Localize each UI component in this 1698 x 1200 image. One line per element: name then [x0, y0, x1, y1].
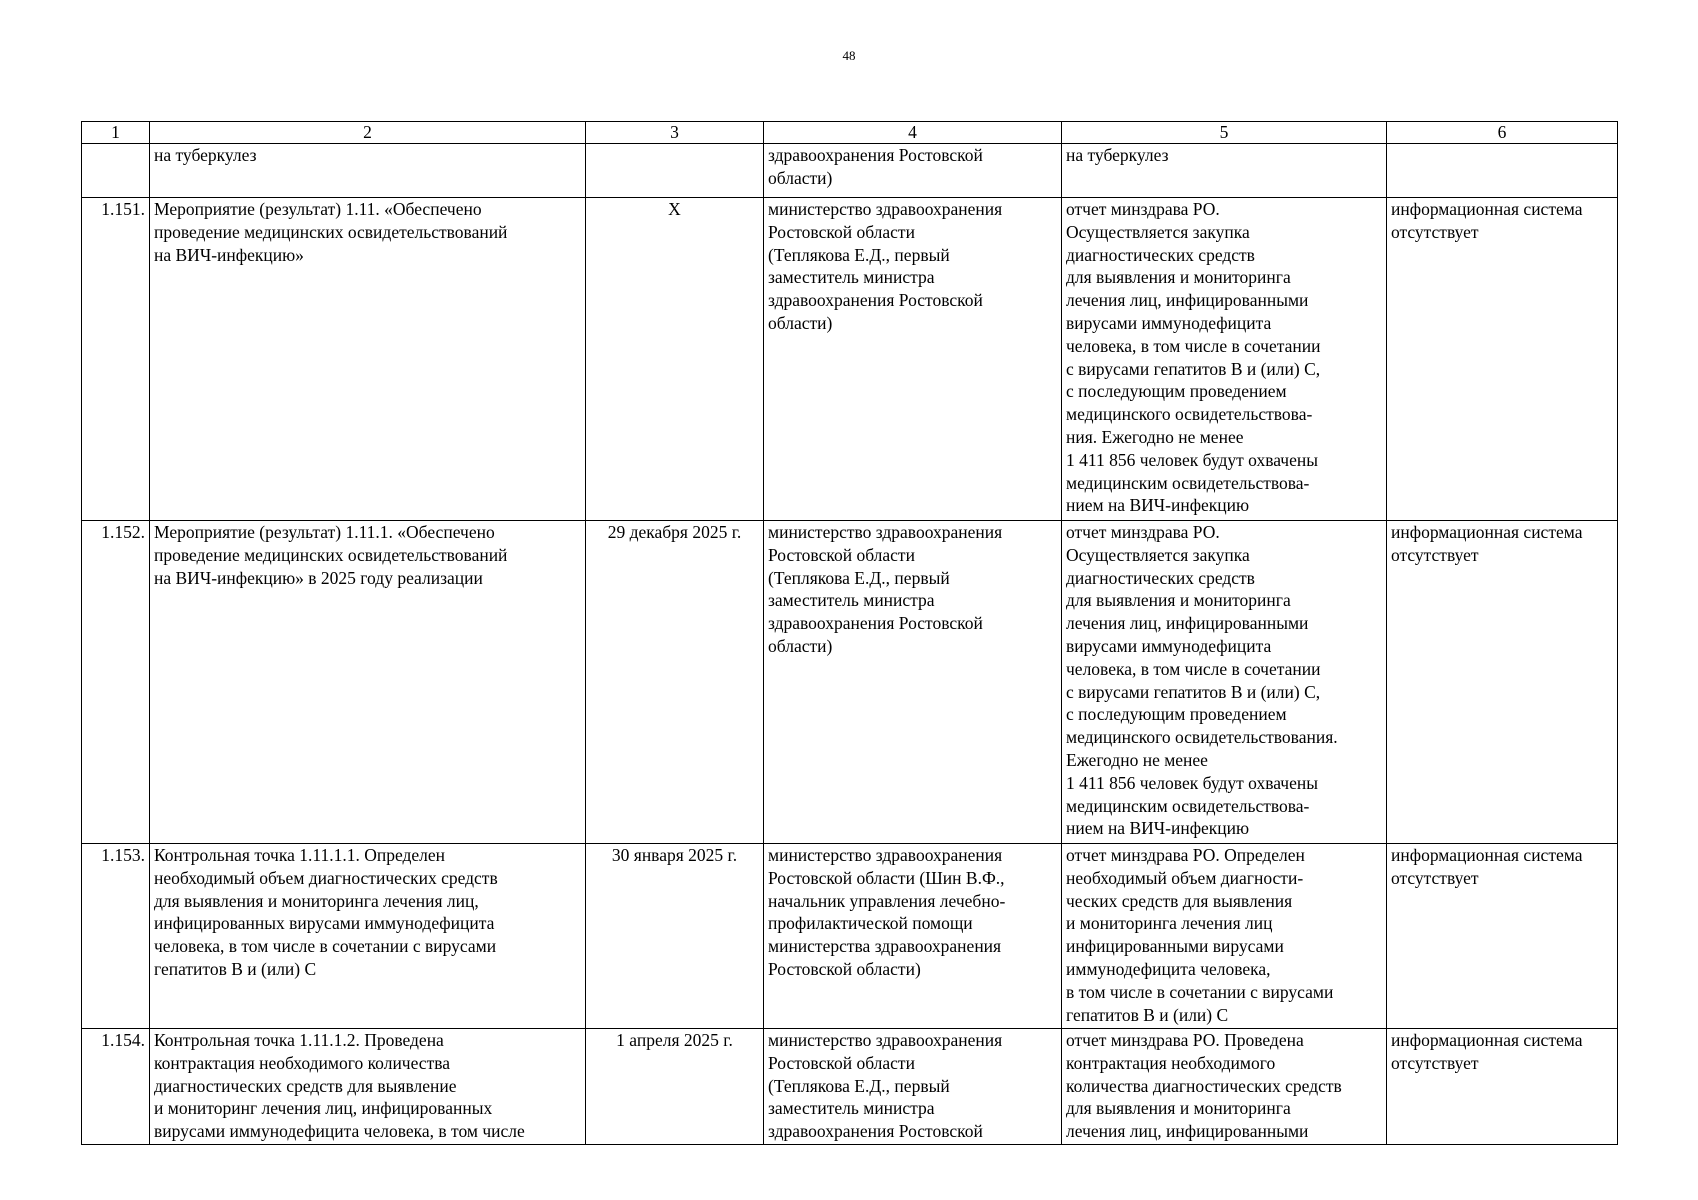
confirming-document: отчет минздрава РО. Проведена контрактация необходимого количества диагностических средств для выявления и мониторинга лечения лиц, инфицированными: [1062, 1029, 1387, 1145]
information-system: информационная система отсутствует: [1387, 1029, 1618, 1145]
activity-name: Мероприятие (результат) 1.11.1. «Обеспечено проведение медицинских освидетельствований на ВИЧ-инфекцию» в 2025 году реализации: [150, 521, 586, 844]
table-row: [82, 521, 1618, 844]
responsible-executor: министерство здравоохранения Ростовской области (Шин В.Ф., начальник управления лечебно- профилактической помощи министерства здравоохранения Ростовской области): [764, 844, 1062, 1029]
table-row: [82, 198, 1618, 521]
activity-name: Контрольная точка 1.11.1.2. Проведена контрактация необходимого количества диагностических средств для выявление и мониторинг лечения лиц, инфицированных вирусами иммунодефицита человека, в том числе: [150, 1029, 586, 1145]
activity-name: на туберкулез: [150, 144, 586, 198]
deadline-date: 29 декабря 2025 г.: [586, 521, 764, 844]
activities-table: [81, 121, 1618, 1145]
column-number-row: [82, 122, 1618, 144]
table-row: [82, 844, 1618, 1029]
responsible-executor: министерство здравоохранения Ростовской области (Теплякова Е.Д., первый заместитель министра здравоохранения Ростовской области): [764, 521, 1062, 844]
column-number-3: 3: [586, 122, 764, 144]
information-system: информационная система отсутствует: [1387, 844, 1618, 1029]
deadline-date: [586, 144, 764, 198]
table-row: [82, 1029, 1618, 1145]
row-number: [82, 144, 150, 198]
activity-name: Контрольная точка 1.11.1.1. Определен необходимый объем диагностических средств для выявления и мониторинга лечения лиц, инфицированных вирусами иммунодефицита человека, в том числе в сочетании с вирусами гепатитов B и (или) C: [150, 844, 586, 1029]
responsible-executor: здравоохранения Ростовской области): [764, 144, 1062, 198]
page-number: 48: [842, 48, 856, 63]
confirming-document: отчет минздрава РО. Осуществляется закупка диагностических средств для выявления и мониторинга лечения лиц, инфицированными вирусами иммунодефицита человека, в том числе в сочетании с вирусами гепатитов B и (или) C, с последующим проведением медицинского освидетельствова- ния. Ежегодно не менее 1 411 856 человек будут охвачены медицинским освидетельствова- нием на ВИЧ-инфекцию: [1062, 198, 1387, 521]
deadline-date: 30 января 2025 г.: [586, 844, 764, 1029]
deadline-date: X: [586, 198, 764, 521]
table-row-continuation: [82, 144, 1618, 198]
row-number: 1.154.: [82, 1029, 150, 1145]
row-number: 1.153.: [82, 844, 150, 1029]
confirming-document: отчет минздрава РО. Определен необходимый объем диагности- ческих средств для выявления и мониторинга лечения лиц инфицированными вирусами иммунодефицита человека, в том числе в сочетании с вирусами гепатитов B и (или) C: [1062, 844, 1387, 1029]
information-system: информационная система отсутствует: [1387, 521, 1618, 844]
information-system: [1387, 144, 1618, 198]
responsible-executor: министерство здравоохранения Ростовской области (Теплякова Е.Д., первый заместитель министра здравоохранения Ростовской: [764, 1029, 1062, 1145]
confirming-document: отчет минздрава РО. Осуществляется закупка диагностических средств для выявления и мониторинга лечения лиц, инфицированными вирусами иммунодефицита человека, в том числе в сочетании с вирусами гепатитов B и (или) C, с последующим проведением медицинского освидетельствования. Ежегодно не менее 1 411 856 человек будут охвачены медицинским освидетельствова- нием на ВИЧ-инфекцию: [1062, 521, 1387, 844]
responsible-executor: министерство здравоохранения Ростовской области (Теплякова Е.Д., первый заместитель министра здравоохранения Ростовской области): [764, 198, 1062, 521]
confirming-document: на туберкулез: [1062, 144, 1387, 198]
column-number-6: 6: [1387, 122, 1618, 144]
row-number: 1.152.: [82, 521, 150, 844]
column-number-2: 2: [150, 122, 586, 144]
column-number-5: 5: [1062, 122, 1387, 144]
row-number: 1.151.: [82, 198, 150, 521]
activity-name: Мероприятие (результат) 1.11. «Обеспечено проведение медицинских освидетельствований на ВИЧ-инфекцию»: [150, 198, 586, 521]
information-system: информационная система отсутствует: [1387, 198, 1618, 521]
column-number-1: 1: [82, 122, 150, 144]
deadline-date: 1 апреля 2025 г.: [586, 1029, 764, 1145]
column-number-4: 4: [764, 122, 1062, 144]
